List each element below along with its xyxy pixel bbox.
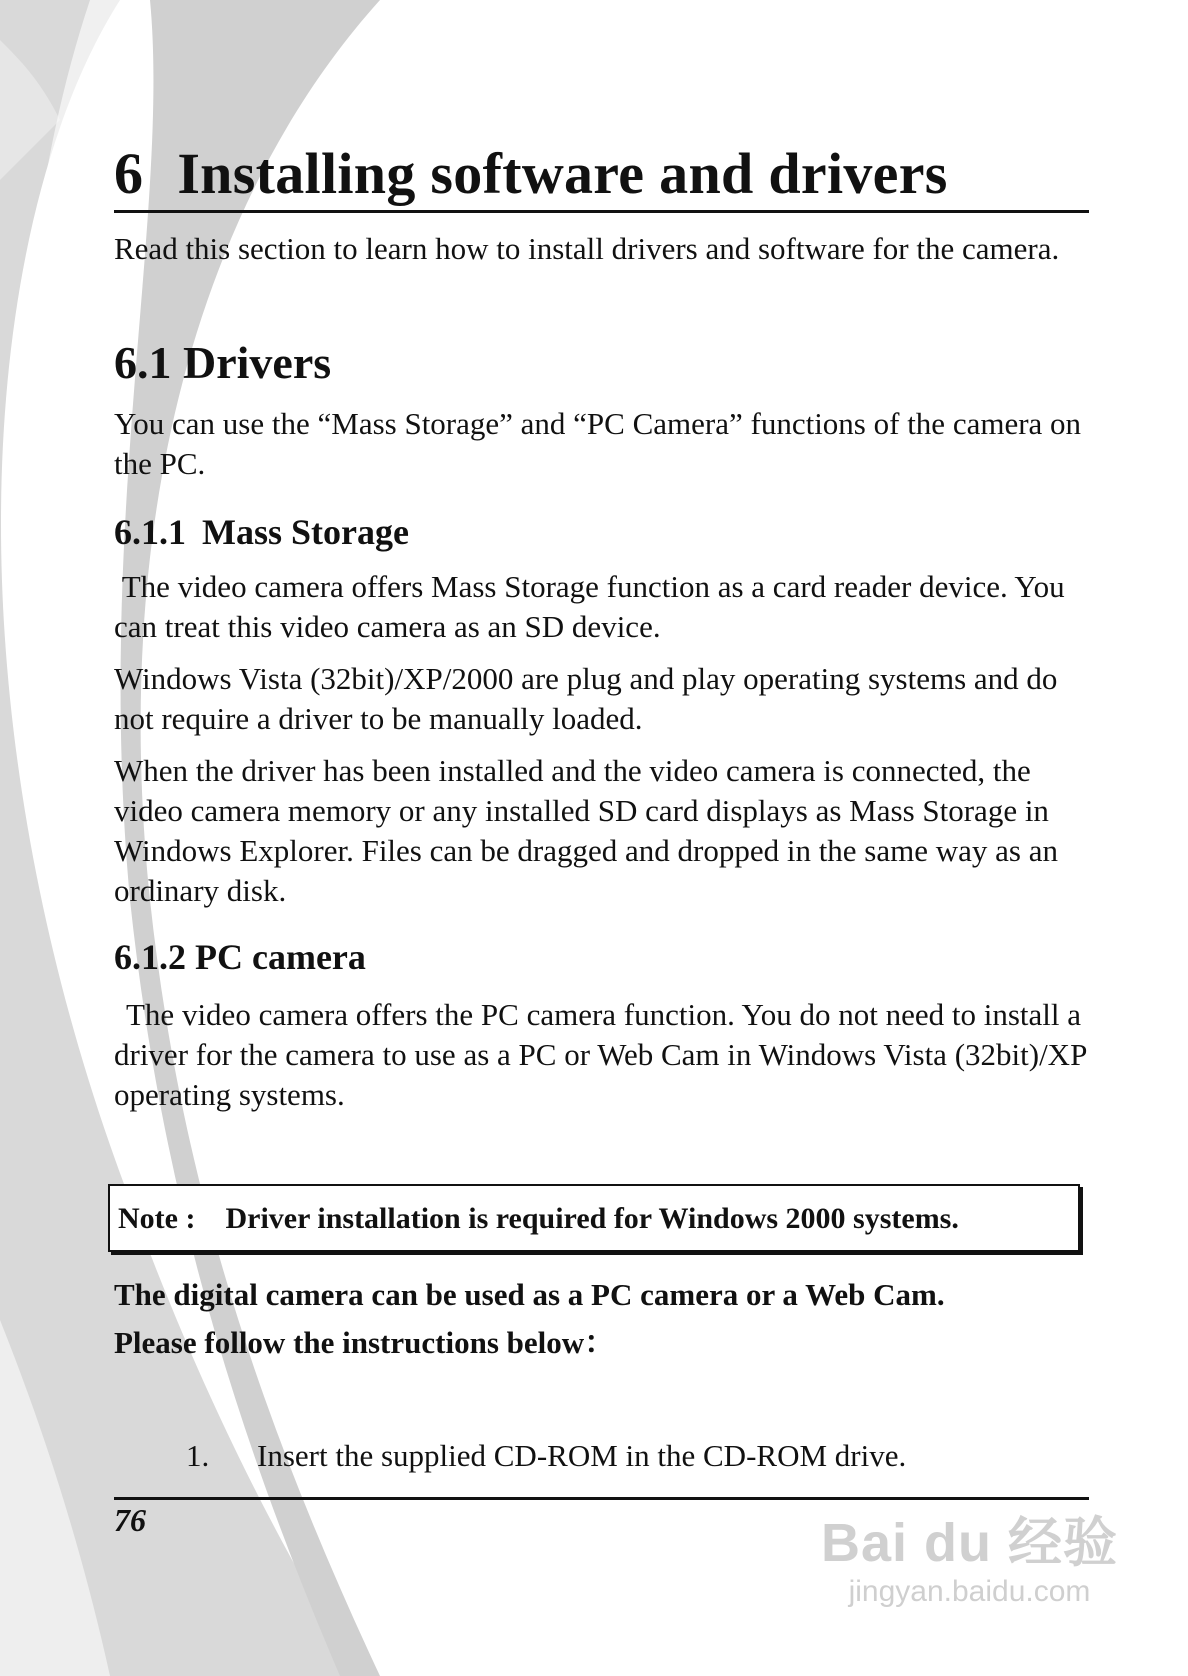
pc-camera-paragraph: The video camera offers the PC camera function. You do not need to install a driver for the camera to use as a PC or Web Cam in Windows Vista (32bit)/XP operating systems. [114, 997, 1087, 1112]
section-6-1-1-number: 6.1.1 [114, 512, 186, 552]
note-text: Driver installation is required for Windows 2000 systems. [225, 1202, 959, 1235]
mass-storage-paragraph-1: The video camera offers Mass Storage function as a card reader device. You can treat this video camera as an SD device. [114, 569, 1073, 644]
instruction-line-2: Please follow the instructions below： [114, 1325, 616, 1360]
baidu-watermark-logo: Bai du 经验 [820, 1513, 1118, 1573]
chapter-heading [114, 142, 1089, 213]
section-6-1-1-heading [114, 510, 409, 554]
chapter-title: Installing software and drivers [177, 141, 948, 206]
section-6-1-heading: 6.1 Drivers [114, 337, 332, 388]
page-number: 76 [114, 1502, 146, 1538]
step-number: 1. [186, 1438, 210, 1473]
mass-storage-paragraph-2: Windows Vista (32bit)/XP/2000 are plug and play operating systems and do not require a driver to be manually loaded. [114, 661, 1058, 736]
baidu-watermark [821, 1500, 1118, 1609]
step-text: Insert the supplied CD-ROM in the CD-ROM drive. [257, 1438, 907, 1473]
baidu-watermark-url: jingyan.baidu.com [848, 1575, 1091, 1608]
note-box [108, 1184, 1080, 1252]
chapter-number: 6 [114, 141, 144, 206]
instruction-line-1: The digital camera can be used as a PC camera or a Web Cam. [114, 1277, 945, 1312]
note-label: Note : [118, 1202, 196, 1235]
section-6-1-paragraph: You can use the “Mass Storage” and “PC Camera” functions of the camera on the PC. [114, 406, 1082, 481]
mass-storage-paragraph-3: When the driver has been installed and the video camera is connected, the video camera memory or any installed SD card displays as Mass Storage in Windows Explorer. Files can be dragged and dropped in the same way as an ordinary disk. [114, 753, 1058, 908]
section-6-1-2-heading: 6.1.2 PC camera [114, 937, 366, 977]
section-6-1-1-title: Mass Storage [202, 512, 409, 552]
intro-paragraph: Read this section to learn how to install drivers and software for the camera. [114, 231, 1060, 266]
